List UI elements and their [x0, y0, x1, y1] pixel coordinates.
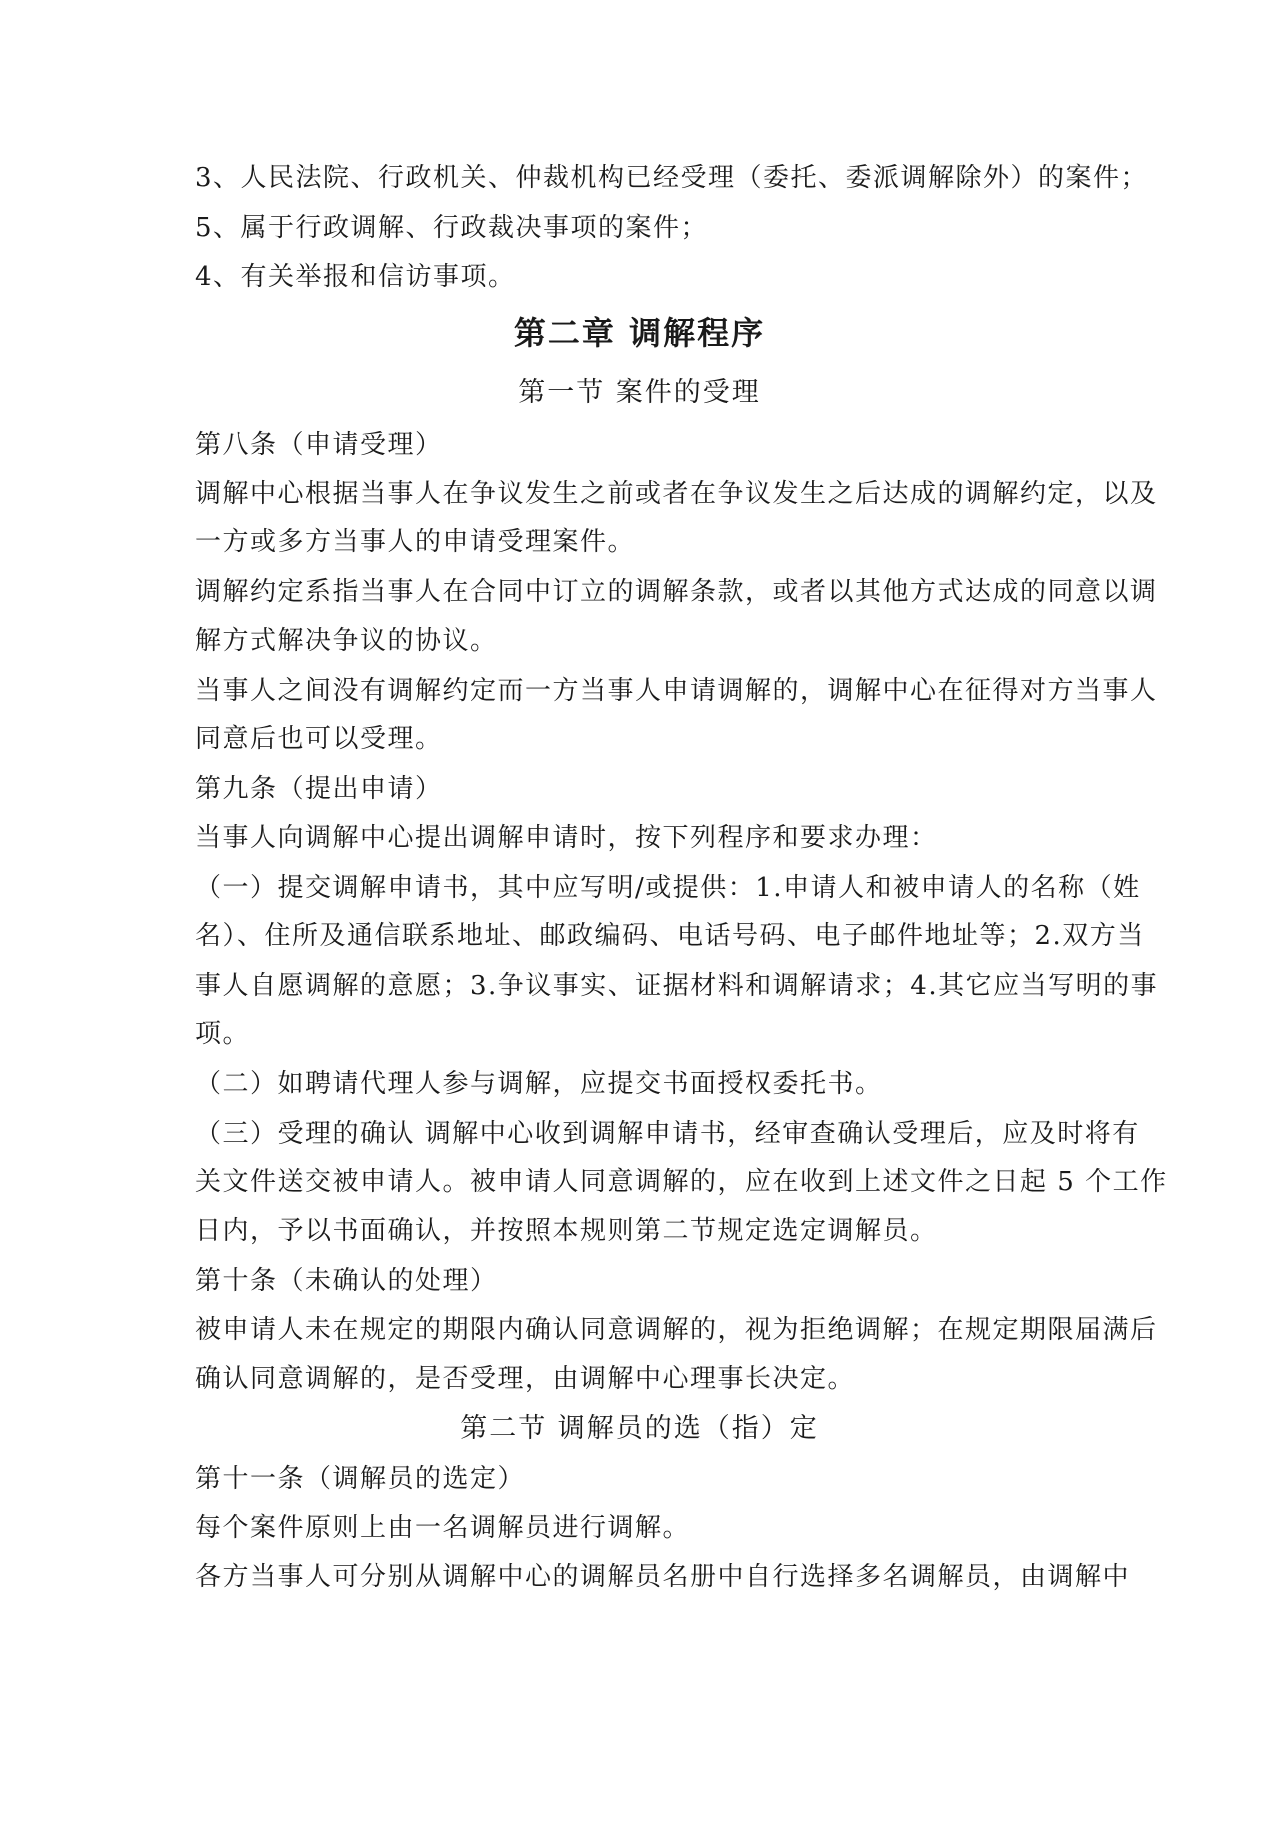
section-heading-2: 第二节 调解员的选（指）定 — [460, 1413, 819, 1444]
paragraph-line: 确认同意调解的，是否受理，由调解中心理事长决定。 — [195, 1364, 856, 1394]
paragraph-line: 一方或多方当事人的申请受理案件。 — [195, 527, 636, 557]
paragraph-line: 被申请人未在规定的期限内确认同意调解的，视为拒绝调解；在规定期限届满后 — [195, 1315, 1158, 1345]
paragraph-line: 关文件送交被申请人。被申请人同意调解的，应在收到上述文件之日起 5 个工作 — [195, 1167, 1168, 1197]
paragraph-line: （一）提交调解申请书，其中应写明/或提供：1.申请人和被申请人的名称（姓 — [195, 873, 1141, 903]
paragraph-line: 名）、住所及通信联系地址、邮政编码、电话号码、电子邮件地址等；2.双方当 — [195, 921, 1145, 951]
article-10-heading: 第十条（未确认的处理） — [195, 1266, 498, 1296]
chapter-heading: 第二章 调解程序 — [513, 314, 766, 352]
paragraph-line: 当事人向调解中心提出调解申请时，按下列程序和要求办理： — [195, 823, 938, 853]
paragraph-line: 调解约定系指当事人在合同中订立的调解条款，或者以其他方式达成的同意以调 — [195, 577, 1158, 607]
paragraph-line: 每个案件原则上由一名调解员进行调解。 — [195, 1513, 691, 1543]
text-line-excluded-cases-4: 4、有关举报和信访事项。 — [195, 262, 516, 292]
text-line-excluded-cases-5: 5、属于行政调解、行政裁决事项的案件； — [195, 213, 709, 243]
text-line-excluded-cases-3: 3、人民法院、行政机关、仲裁机构已经受理（委托、委派调解除外）的案件； — [195, 163, 1149, 193]
article-9-heading: 第九条（提出申请） — [195, 774, 443, 804]
article-11-heading: 第十一条（调解员的选定） — [195, 1464, 526, 1494]
paragraph-line: 当事人之间没有调解约定而一方当事人申请调解的，调解中心在征得对方当事人 — [195, 676, 1158, 706]
paragraph-line: （三）受理的确认 调解中心收到调解申请书，经审查确认受理后，应及时将有 — [195, 1119, 1140, 1149]
paragraph-line: 日内，予以书面确认，并按照本规则第二节规定选定调解员。 — [195, 1216, 938, 1246]
article-8-heading: 第八条（申请受理） — [195, 430, 443, 460]
paragraph-line: 同意后也可以受理。 — [195, 724, 443, 754]
paragraph-line: 事人自愿调解的意愿；3.争议事实、证据材料和调解请求；4.其它应当写明的事 — [195, 971, 1159, 1001]
paragraph-line: 解方式解决争议的协议。 — [195, 626, 498, 656]
paragraph-line: （二）如聘请代理人参与调解，应提交书面授权委托书。 — [195, 1069, 883, 1099]
section-heading-1: 第一节 案件的受理 — [518, 377, 761, 408]
paragraph-line: 项。 — [195, 1019, 251, 1049]
paragraph-line: 调解中心根据当事人在争议发生之前或者在争议发生之后达成的调解约定，以及 — [195, 479, 1158, 509]
paragraph-line: 各方当事人可分别从调解中心的调解员名册中自行选择多名调解员，由调解中 — [195, 1562, 1131, 1592]
